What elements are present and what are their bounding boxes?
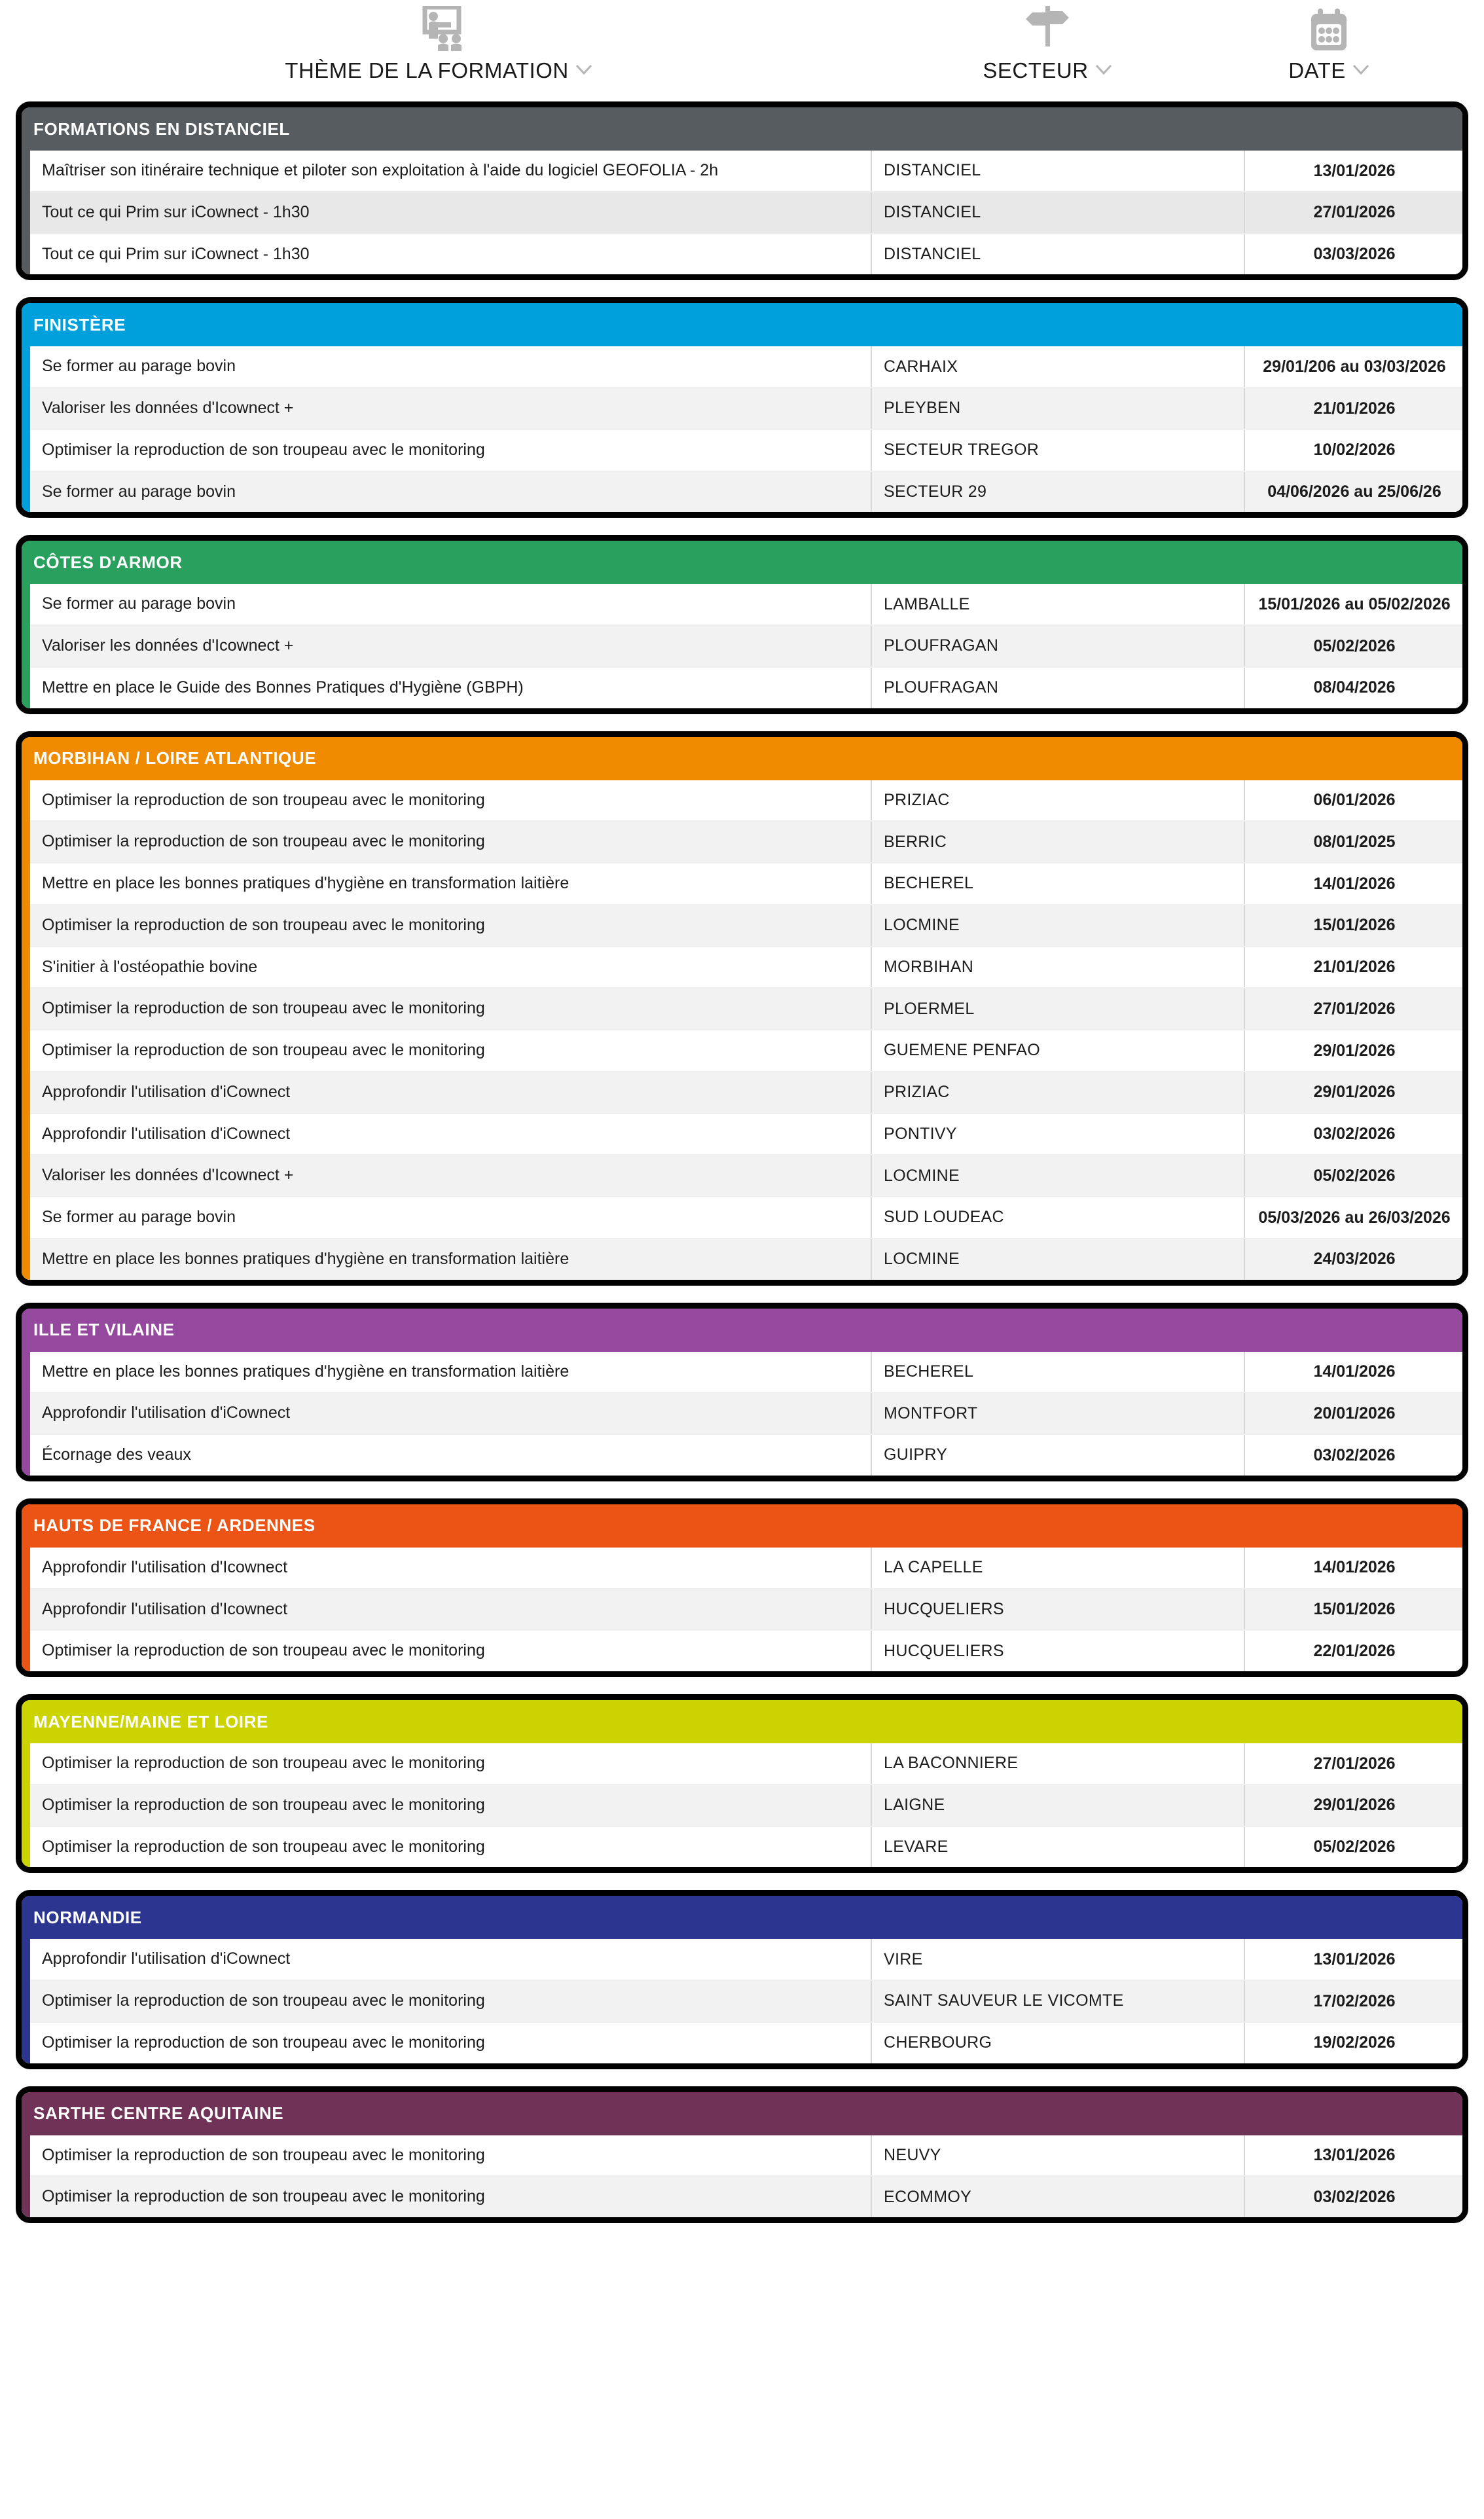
cell-date: 13/01/2026 — [1244, 2135, 1464, 2177]
cell-theme: Valoriser les données d'Icownect + — [30, 625, 871, 667]
cell-date: 05/03/2026 au 26/03/2026 — [1244, 1197, 1464, 1239]
cell-date: 27/01/2026 — [1244, 988, 1464, 1030]
table-row[interactable] — [30, 1743, 1464, 1785]
cell-date: 27/01/2026 — [1244, 192, 1464, 234]
cell-sector: SECTEUR 29 — [871, 471, 1244, 513]
section-header — [22, 107, 1462, 151]
cell-sector: MONTFORT — [871, 1392, 1244, 1434]
cell-date: 05/02/2026 — [1313, 1838, 1396, 1857]
filter-theme[interactable] — [0, 0, 877, 101]
cell-sector: PONTIVY — [871, 1114, 1244, 1155]
cell-theme: Tout ce qui Prim sur iCownect - 1h30 — [30, 192, 871, 234]
sections-list — [0, 101, 1484, 2223]
calendar-icon — [1309, 1, 1349, 53]
cell-sector: PLOUFRAGAN — [871, 667, 1244, 708]
cell-theme: Optimiser la reproduction de son troupeau avec le monitoring — [30, 2135, 871, 2177]
cell-date: 27/01/2026 — [1244, 1743, 1464, 1785]
cell-theme: Optimiser la reproduction de son troupeau avec le monitoring — [30, 780, 871, 822]
section-title: CÔTES D'ARMOR — [33, 552, 183, 572]
section-header — [22, 1896, 1462, 1939]
filter-theme-label-row[interactable] — [285, 58, 592, 101]
cell-date: 10/02/2026 — [1244, 429, 1464, 471]
table-row[interactable] — [30, 988, 1464, 1030]
section-card — [16, 101, 1468, 280]
section-inner — [22, 303, 1462, 512]
cell-theme: Écornage des veaux — [30, 1434, 871, 1476]
table-row[interactable] — [30, 1072, 1464, 1114]
table-row[interactable] — [30, 388, 1464, 429]
cell-theme: Optimiser la reproduction de son troupeau avec le monitoring — [30, 429, 871, 471]
section-inner — [22, 1896, 1462, 2063]
cell-date: 29/01/2026 — [1244, 1030, 1464, 1072]
cell-theme: Optimiser la reproduction de son troupeau avec le monitoring — [30, 988, 871, 1030]
section-header — [22, 2092, 1462, 2135]
cell-sector: ECOMMOY — [871, 2176, 1244, 2217]
cell-theme: Optimiser la reproduction de son troupeau avec le monitoring — [30, 821, 871, 863]
cell-sector: BERRIC — [871, 821, 1244, 863]
table-row[interactable] — [30, 821, 1464, 863]
cell-theme: Se former au parage bovin — [30, 584, 871, 625]
cell-theme: S'initier à l'ostéopathie bovine — [30, 947, 871, 988]
cell-date: 17/02/2026 — [1244, 1980, 1464, 2022]
cell-sector: DISTANCIEL — [871, 234, 1244, 275]
section-card — [16, 2086, 1468, 2224]
table-row[interactable] — [30, 2176, 1464, 2217]
chevron-down-icon[interactable] — [575, 63, 592, 79]
cell-theme: Optimiser la reproduction de son troupeau avec le monitoring — [30, 1630, 871, 1671]
section-header — [22, 1504, 1462, 1548]
cell-date: 05/02/2026 — [1244, 1155, 1464, 1197]
section-inner — [22, 107, 1462, 274]
cell-date: 19/02/2026 — [1313, 2033, 1396, 2052]
table-row[interactable] — [30, 1114, 1464, 1155]
table-row[interactable] — [30, 584, 1464, 625]
table-row[interactable] — [30, 1197, 1464, 1239]
cell-date: 29/01/206 au 03/03/2026 — [1244, 346, 1464, 388]
cell-theme: Optimiser la reproduction de son troupeau avec le monitoring — [30, 1980, 871, 2022]
formations-table — [30, 1352, 1464, 1476]
cell-sector: NEUVY — [871, 2135, 1244, 2177]
cell-date: 15/01/2026 — [1244, 905, 1464, 947]
cell-sector: GUIPRY — [871, 1434, 1244, 1476]
section-card — [16, 1890, 1468, 2069]
section-inner — [22, 541, 1462, 708]
cell-date: 22/01/2026 — [1313, 1641, 1396, 1660]
section-title: MAYENNE/MAINE ET LOIRE — [33, 1711, 268, 1731]
table-row[interactable] — [30, 1939, 1464, 1980]
table-row[interactable] — [30, 905, 1464, 947]
table-row[interactable] — [30, 1980, 1464, 2022]
section-header — [22, 1309, 1462, 1352]
cell-date: 03/02/2026 — [1244, 2176, 1464, 2217]
cell-sector: LAMBALLE — [871, 584, 1244, 625]
section-card — [16, 731, 1468, 1286]
cell-theme: Approfondir l'utilisation d'iCownect — [30, 1072, 871, 1114]
section-card — [16, 1694, 1468, 1873]
section-title: FINISTÈRE — [33, 314, 126, 335]
cell-theme: Optimiser la reproduction de son troupeau avec le monitoring — [30, 2022, 871, 2063]
cell-theme: Approfondir l'utilisation d'Icownect — [30, 1589, 871, 1631]
cell-date: 03/02/2026 — [1313, 1445, 1396, 1464]
cell-date: 29/01/2026 — [1244, 1785, 1464, 1826]
cell-theme: Optimiser la reproduction de son troupeau avec le monitoring — [30, 905, 871, 947]
section-title: ILLE ET VILAINE — [33, 1320, 175, 1339]
cell-sector: BECHEREL — [871, 1352, 1244, 1393]
cell-theme: Maîtriser son itinéraire technique et piloter son exploitation à l'aide du logiciel GEOFOLIA - 2h — [30, 151, 871, 192]
section-inner — [22, 737, 1462, 1280]
cell-date: 15/01/2026 — [1244, 1589, 1464, 1631]
cell-theme: Mettre en place les bonnes pratiques d'hygiène en transformation laitière — [30, 1239, 871, 1280]
cell-theme: Approfondir l'utilisation d'iCownect — [30, 1939, 871, 1980]
cell-sector: LEVARE — [871, 1826, 1244, 1868]
cell-sector: SECTEUR TREGOR — [871, 429, 1244, 471]
section-title: HAUTS DE FRANCE / ARDENNES — [33, 1515, 316, 1536]
cell-date: 20/01/2026 — [1244, 1392, 1464, 1434]
table-row[interactable] — [30, 667, 1464, 708]
table-row[interactable] — [30, 863, 1464, 905]
cell-date: 13/01/2026 — [1244, 1939, 1464, 1980]
cell-sector: LOCMINE — [871, 1239, 1244, 1280]
cell-sector: CARHAIX — [871, 346, 1244, 388]
cell-date: 24/03/2026 — [1244, 1239, 1464, 1280]
cell-sector: LOCMINE — [871, 1155, 1244, 1197]
table-row[interactable] — [30, 346, 1464, 388]
cell-sector: GUEMENE PENFAO — [871, 1030, 1244, 1072]
cell-date: 14/01/2026 — [1244, 1548, 1464, 1589]
section-card — [16, 297, 1468, 518]
cell-date: 29/01/2026 — [1244, 1072, 1464, 1114]
formations-table — [30, 1743, 1464, 1867]
cell-sector: PLEYBEN — [871, 388, 1244, 429]
filter-date[interactable] — [1218, 0, 1440, 101]
cell-sector: PLOUFRAGAN — [871, 625, 1244, 667]
cell-date: 03/03/2026 — [1313, 245, 1396, 264]
table-row[interactable] — [30, 234, 1464, 275]
table-row[interactable] — [30, 947, 1464, 988]
cell-sector: LA BACONNIERE — [871, 1743, 1244, 1785]
cell-date: 06/01/2026 — [1244, 780, 1464, 822]
formations-table — [30, 2135, 1464, 2218]
formations-table — [30, 584, 1464, 708]
filter-secteur[interactable] — [877, 0, 1218, 101]
cell-sector: LAIGNE — [871, 1785, 1244, 1826]
cell-theme: Approfondir l'utilisation d'Icownect — [30, 1548, 871, 1589]
cell-sector: LA CAPELLE — [871, 1548, 1244, 1589]
table-row[interactable] — [30, 1589, 1464, 1631]
filter-date-label-row[interactable] — [1288, 58, 1369, 101]
section-title: SARTHE CENTRE AQUITAINE — [33, 2103, 284, 2123]
filter-secteur-label-row[interactable] — [983, 58, 1112, 101]
cell-theme: Optimiser la reproduction de son troupeau avec le monitoring — [30, 1743, 871, 1785]
cell-sector: DISTANCIEL — [871, 192, 1244, 234]
cell-sector: BECHEREL — [871, 863, 1244, 905]
cell-theme: Optimiser la reproduction de son troupeau avec le monitoring — [30, 2176, 871, 2217]
table-row[interactable] — [30, 1630, 1464, 1671]
section-inner — [22, 1504, 1462, 1671]
cell-sector: SAINT SAUVEUR LE VICOMTE — [871, 1980, 1244, 2022]
table-row[interactable] — [30, 1785, 1464, 1826]
filter-secteur-label: SECTEUR — [983, 58, 1089, 82]
table-row[interactable] — [30, 1434, 1464, 1476]
table-row[interactable] — [30, 192, 1464, 234]
section-card — [16, 535, 1468, 714]
section-header — [22, 541, 1462, 584]
cell-sector: PLOERMEL — [871, 988, 1244, 1030]
cell-sector: SUD LOUDEAC — [871, 1197, 1244, 1239]
cell-date: 15/01/2026 au 05/02/2026 — [1244, 584, 1464, 625]
section-card — [16, 1498, 1468, 1677]
cell-theme: Optimiser la reproduction de son troupeau avec le monitoring — [30, 1785, 871, 1826]
filter-date-label: DATE — [1288, 58, 1346, 82]
section-inner — [22, 1309, 1462, 1476]
cell-sector: LOCMINE — [871, 905, 1244, 947]
cell-date: 14/01/2026 — [1244, 863, 1464, 905]
formations-table — [30, 780, 1464, 1280]
chevron-down-icon[interactable] — [1095, 63, 1112, 79]
table-row[interactable] — [30, 1392, 1464, 1434]
formations-table — [30, 151, 1464, 274]
table-row[interactable] — [30, 2022, 1464, 2063]
cell-date: 03/02/2026 — [1244, 1114, 1464, 1155]
section-card — [16, 1303, 1468, 1481]
cell-theme: Tout ce qui Prim sur iCownect - 1h30 — [30, 234, 871, 275]
table-row[interactable] — [30, 780, 1464, 822]
cell-theme: Mettre en place le Guide des Bonnes Pratiques d'Hygiène (GBPH) — [30, 667, 871, 708]
cell-theme: Se former au parage bovin — [30, 1197, 871, 1239]
table-row[interactable] — [30, 1155, 1464, 1197]
cell-theme: Mettre en place les bonnes pratiques d'hygiène en transformation laitière — [30, 863, 871, 905]
formations-table — [30, 1548, 1464, 1671]
section-header — [22, 303, 1462, 346]
cell-date: 08/04/2026 — [1313, 678, 1396, 697]
signpost-icon — [1024, 1, 1070, 53]
table-row[interactable] — [30, 1239, 1464, 1280]
table-row[interactable] — [30, 471, 1464, 513]
cell-date: 13/01/2026 — [1244, 151, 1464, 192]
table-row[interactable] — [30, 625, 1464, 667]
cell-theme: Valoriser les données d'Icownect + — [30, 1155, 871, 1197]
cell-sector: PRIZIAC — [871, 780, 1244, 822]
cell-theme: Valoriser les données d'Icownect + — [30, 388, 871, 429]
table-row[interactable] — [30, 1352, 1464, 1393]
cell-date: 08/01/2025 — [1244, 821, 1464, 863]
cell-sector: VIRE — [871, 1939, 1244, 1980]
cell-date: 21/01/2026 — [1244, 388, 1464, 429]
section-inner — [22, 1700, 1462, 1867]
cell-date: 21/01/2026 — [1244, 947, 1464, 988]
table-row[interactable] — [30, 1030, 1464, 1072]
cell-theme: Mettre en place les bonnes pratiques d'hygiène en transformation laitière — [30, 1352, 871, 1393]
section-title: MORBIHAN / LOIRE ATLANTIQUE — [33, 748, 317, 768]
cell-sector: DISTANCIEL — [871, 151, 1244, 192]
chevron-down-icon[interactable] — [1352, 63, 1369, 79]
table-row[interactable] — [30, 429, 1464, 471]
filter-bar — [0, 0, 1484, 101]
formations-table — [30, 1939, 1464, 2063]
cell-theme: Se former au parage bovin — [30, 346, 871, 388]
cell-sector: CHERBOURG — [871, 2022, 1244, 2063]
cell-sector: MORBIHAN — [871, 947, 1244, 988]
section-title: FORMATIONS EN DISTANCIEL — [33, 118, 290, 139]
cell-date: 14/01/2026 — [1244, 1352, 1464, 1393]
table-row[interactable] — [30, 2135, 1464, 2177]
section-header — [22, 1700, 1462, 1743]
section-header — [22, 737, 1462, 780]
section-inner — [22, 2092, 1462, 2218]
cell-sector: HUCQUELIERS — [871, 1589, 1244, 1631]
cell-date: 04/06/2026 au 25/06/26 — [1244, 471, 1464, 513]
cell-theme: Approfondir l'utilisation d'iCownect — [30, 1114, 871, 1155]
training-presentation-icon — [413, 1, 464, 53]
filter-theme-label: THÈME DE LA FORMATION — [285, 58, 569, 82]
cell-sector: HUCQUELIERS — [871, 1630, 1244, 1671]
cell-theme: Optimiser la reproduction de son troupeau avec le monitoring — [30, 1030, 871, 1072]
cell-theme: Se former au parage bovin — [30, 471, 871, 513]
cell-sector: PRIZIAC — [871, 1072, 1244, 1114]
cell-theme: Optimiser la reproduction de son troupeau avec le monitoring — [30, 1826, 871, 1868]
formations-table — [30, 346, 1464, 512]
table-row[interactable] — [30, 1826, 1464, 1868]
cell-date: 05/02/2026 — [1244, 625, 1464, 667]
section-title: NORMANDIE — [33, 1907, 142, 1927]
table-row[interactable] — [30, 151, 1464, 192]
cell-theme: Approfondir l'utilisation d'iCownect — [30, 1392, 871, 1434]
table-row[interactable] — [30, 1548, 1464, 1589]
